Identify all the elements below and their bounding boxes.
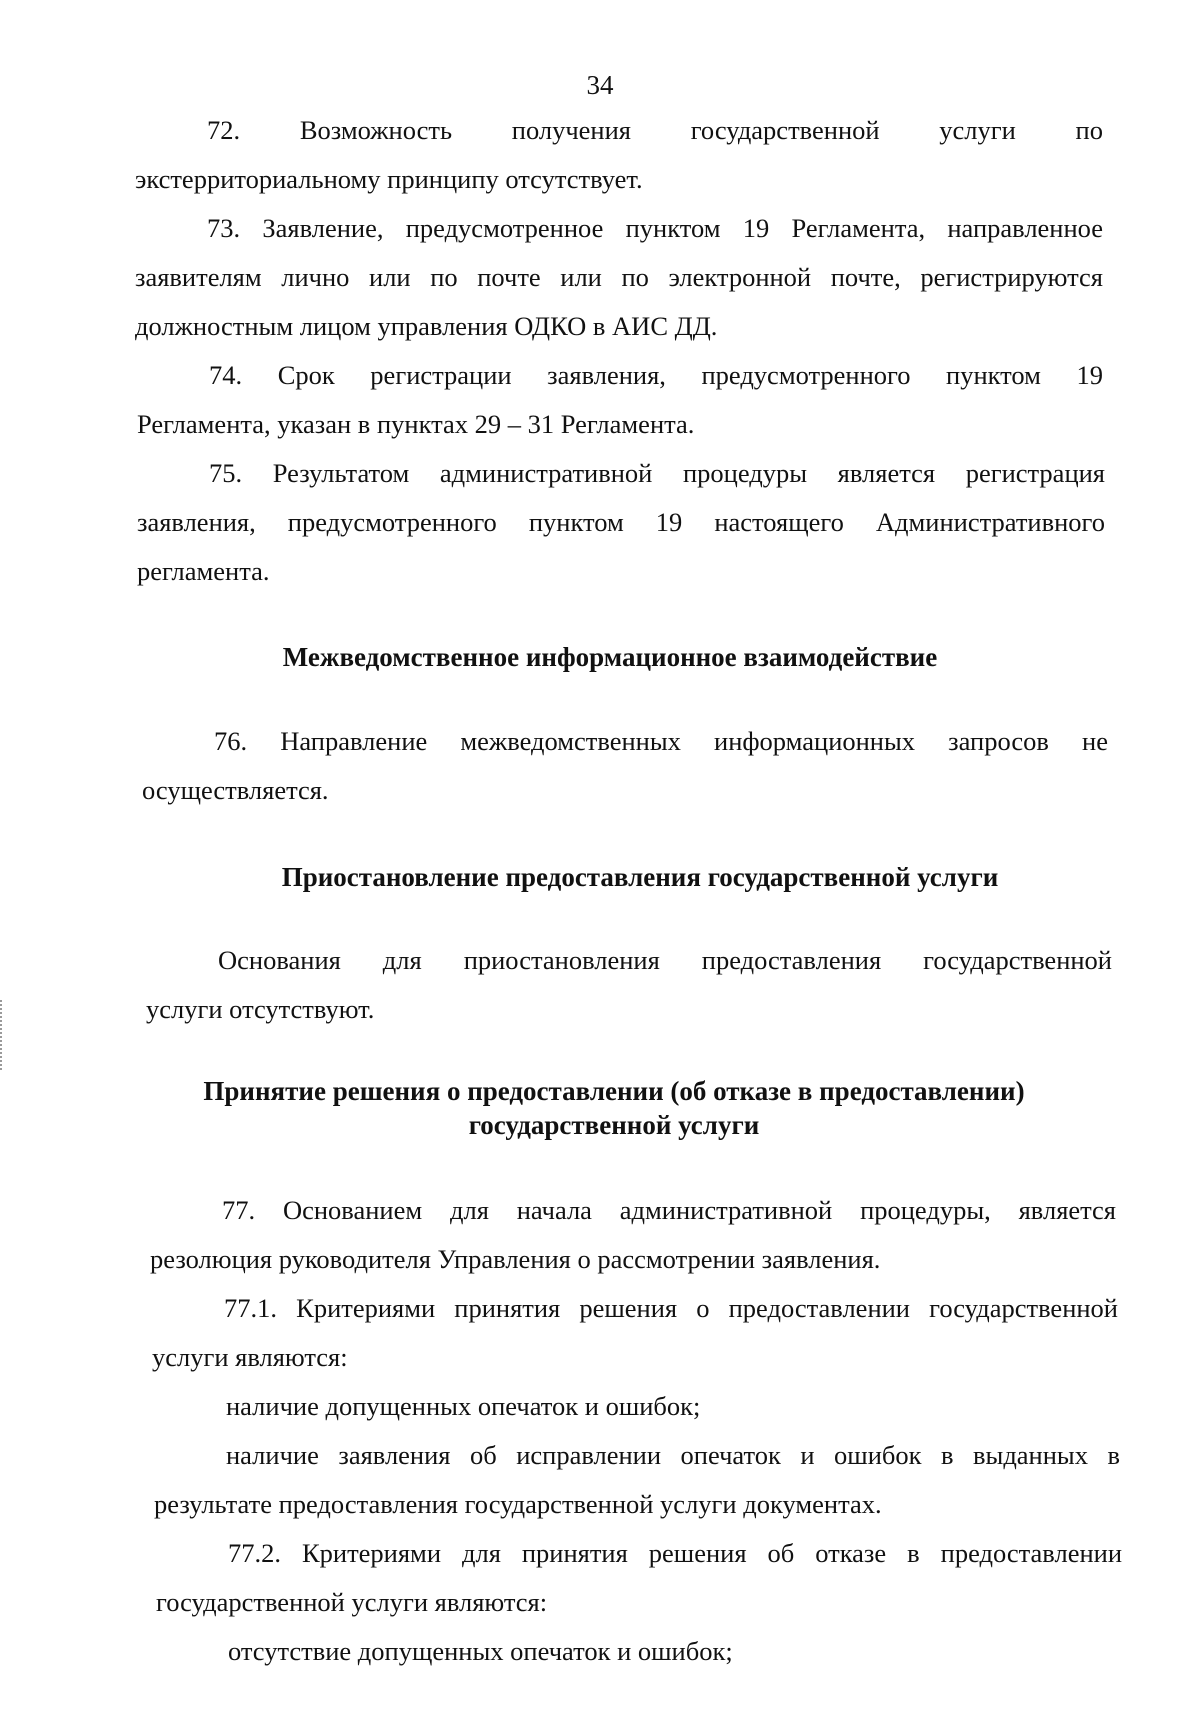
section-heading-interagency: Межведомственное информационное взаимодействие [282, 642, 938, 672]
paragraph-75 [137, 449, 1105, 596]
paragraph-line: 73. Заявление, предусмотренное пунктом 19 Регламента, направленное [207, 213, 1103, 243]
paragraph-74 [137, 351, 1103, 449]
paragraph-line: 77.1. Критериями принятия решения о предоставлении государственной [224, 1293, 1118, 1323]
page-number: 34 [586, 70, 614, 100]
paragraph-line: 77.2. Критериями для принятия решения об отказе в предоставлении [228, 1538, 1122, 1568]
paragraph-76 [142, 717, 1108, 815]
paragraph-line: осуществляется. [142, 775, 329, 805]
paragraph-line: наличие заявления об исправлении опечаток и ошибок в выданных в [226, 1440, 1120, 1470]
paragraph-77-1-item [154, 1431, 1120, 1529]
paragraph-line: 75. Результатом административной процедуры является регистрация [209, 458, 1105, 488]
section-heading-suspension: Приостановление предоставления государственной услуги [281, 862, 999, 892]
paragraph-line: заявления, предусмотренного пунктом 19 настоящего Административного [137, 507, 1105, 537]
paragraph-line: заявителям лично или по почте или по электронной почте, регистрируются [135, 262, 1103, 292]
paragraph-line: отсутствие допущенных опечаток и ошибок; [228, 1636, 733, 1666]
paragraph-line: 77. Основанием для начала административной процедуры, является [222, 1195, 1116, 1225]
paragraph-77-1 [152, 1284, 1118, 1382]
paragraph-72 [135, 106, 1103, 204]
paragraph-line: должностным лицом управления ОДКО в АИС ДД. [135, 311, 718, 341]
paragraph-line: экстерриториальному принципу отсутствует. [135, 164, 643, 194]
paragraph-77-2 [156, 1529, 1122, 1627]
paragraph-77-1-item [226, 1382, 1116, 1431]
paragraph-line: Регламента, указан в пунктах 29 – 31 Регламента. [137, 409, 695, 439]
paragraph-73 [135, 204, 1103, 351]
section-heading-decision-line2: государственной услуги [468, 1110, 760, 1140]
paragraph-suspension [146, 936, 1112, 1034]
paragraph-line: 72. Возможность получения государственной услуги по [207, 115, 1103, 145]
paragraph-line: 74. Срок регистрации заявления, предусмотренного пунктом 19 [209, 360, 1103, 390]
paragraph-77-2-item [228, 1627, 1118, 1676]
scan-margin-mark [0, 1000, 4, 1070]
paragraph-line: услуги отсутствуют. [146, 994, 375, 1024]
paragraph-line: 76. Направление межведомственных информационных запросов не [214, 726, 1108, 756]
paragraph-line: государственной услуги являются: [156, 1587, 548, 1617]
paragraph-line: услуги являются: [152, 1342, 348, 1372]
paragraph-line: резолюция руководителя Управления о рассмотрении заявления. [150, 1244, 881, 1274]
paragraph-77 [150, 1186, 1116, 1284]
paragraph-line: результате предоставления государственной услуги документах. [154, 1489, 882, 1519]
section-heading-decision: Принятие решения о предоставлении (об отказе в предоставлении) [203, 1076, 1025, 1106]
paragraph-line: наличие допущенных опечаток и ошибок; [226, 1391, 701, 1421]
paragraph-line: Основания для приостановления предоставления государственной [218, 945, 1112, 975]
paragraph-line: регламента. [137, 556, 270, 586]
